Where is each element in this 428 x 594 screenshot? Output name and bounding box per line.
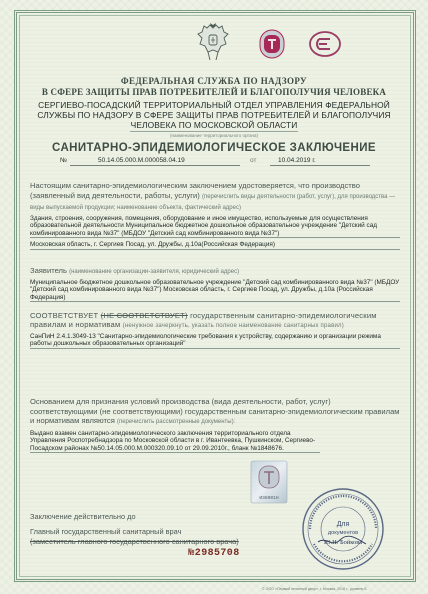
seal-text-1: Для xyxy=(336,521,350,528)
document-number-row xyxy=(60,157,370,169)
production-value: Здания, строения, сооружения, помещения, оборудование и иное имущество, используемые для осуществления образовательной деятельности Муниципальное бюджетное дошкольное образовательное учреждение "Детский сад комбинированного вида №37" (МБДОУ "Детский сад комбинированного вида №37") xyxy=(30,215,400,239)
seal-text-2: документов xyxy=(327,530,359,536)
signer-deputy-title: (заместитель главного государственного санитарного врача) xyxy=(30,537,239,546)
validity-label: Заключение действительно до xyxy=(30,512,136,521)
applicant-section xyxy=(30,266,400,302)
issue-date: 10.04.2019 г. xyxy=(278,157,316,164)
conformity-hint: (ненужное зачеркнуть, указать полное наименование санитарных правил) xyxy=(122,323,344,330)
date-label: от xyxy=(250,157,257,164)
production-lead xyxy=(30,181,400,214)
certification-mark-icon xyxy=(258,28,286,60)
nonconformity-word: (НЕ СООТВЕТСТВУЕТ) xyxy=(100,311,188,320)
hologram-code: И38001Н xyxy=(259,496,279,501)
agency-heading xyxy=(0,76,428,98)
number-label: № xyxy=(60,157,67,164)
department-name: СЕРГИЕВО-ПОСАДСКИЙ ТЕРРИТОРИАЛЬНЫЙ ОТДЕЛ УПРАВЛЕНИЯ ФЕДЕРАЛЬНОЙ СЛУЖБЫ ПО НАДЗОРУ В СФЕРЕ ЗАЩИТЫ ПРАВ ПОТРЕБИТЕЛЕЙ И БЛАГОПОЛУЧИЯ ЧЕЛОВЕКА ПО МОСКОВСКОЙ ОБЛАСТИ xyxy=(37,100,391,130)
double-headed-eagle-icon xyxy=(196,22,230,62)
grounds-lead-text: Основанием для признания условий производства (вида деятельности, работ, услуг) соответствующими (не соответствующими) государственным санитарно-эпидемиологическим правилам и нормативам являются xyxy=(30,397,400,425)
signer-title: Главный государственный санитарный врач xyxy=(30,527,182,536)
applicant-lead-text: Заявитель xyxy=(30,266,67,275)
grounds-section xyxy=(30,397,400,453)
department-caption: (наименование территориального органа) xyxy=(130,131,298,138)
production-section xyxy=(30,181,400,250)
conformity-rest: государственным санитарно-эпидемиологическим правилам и нормативам xyxy=(30,311,377,330)
conformity-section xyxy=(30,311,400,349)
production-lead-text: Настоящим санитарно-эпидемиологическим заключением удостоверяется, что производство (заявленный вид деятельности, работы, услуги) xyxy=(30,181,360,200)
applicant-hint: (наименование организации-заявителя, юридический адрес) xyxy=(69,269,240,275)
conformity-statement xyxy=(30,311,400,332)
grounds-lead xyxy=(30,397,400,428)
applicant-value: Муниципальное бюджетное дошкольное образовательное учреждение "Детский сад комбинированного вида №37" (МБДОУ "Детский сад комбинированного вида №37") Московская область, г. Сергиев Посад, ул. Дружбы, д.10а (Российская Федерация) xyxy=(30,278,400,301)
production-address: Московская область, г. Сергиев Посад, ул. Дружбы, д.10а(Российская Федерация) xyxy=(30,241,400,250)
grounds-value: Выдано взамен санитарно-эпидемиологического заключения территориального отдела Управления Роспотребнадзора по Московской области в г. Ивантеевка, Пушкинском, Сергиево-Посадском районах №50.14.05.000.М.000320.09.10 от 29.09.2010г., бланк №1848676. xyxy=(30,430,320,454)
agency-line-1: ФЕДЕРАЛЬНАЯ СЛУЖБА ПО НАДЗОРУ xyxy=(120,76,308,86)
signer-block xyxy=(30,527,280,547)
grounds-hint: (перечислить рассмотренные документы): xyxy=(116,419,236,425)
header-emblems xyxy=(0,22,428,72)
agency-line-2: В СФЕРЕ ЗАЩИТЫ ПРАВ ПОТРЕБИТЕЛЕЙ И БЛАГОПОЛУЧИЯ ЧЕЛОВЕКА xyxy=(41,87,387,97)
hologram-sticker xyxy=(250,460,288,504)
printer-imprint: © ООО «Первый печатный двор», г. Москва, 2018 г., уровень Б xyxy=(262,587,367,591)
signature-name: Ю.Н. Бойкова xyxy=(323,539,363,546)
production-hint: (перечислить виды деятельности (работ, услуг), для производства — виды выпускаемой продукции; наименование объекта, фактический адрес) xyxy=(30,193,396,211)
blank-serial-number: №2985708 xyxy=(188,548,240,559)
applicant-lead xyxy=(30,266,400,278)
date-underline xyxy=(270,165,370,166)
conformity-mark-icon xyxy=(308,30,342,58)
round-seal xyxy=(300,486,386,572)
number-underline xyxy=(70,165,240,166)
sanitary-rules: СанПиН 2.4.1.3049-13 "Санитарно-эпидемиологические требования к устройству, содержанию и организации режима работы дошкольных образовательных организаций" xyxy=(30,333,400,349)
conformity-word: СООТВЕТСТВУЕТ xyxy=(30,311,99,320)
document-number: 50.14.05.000.М.000058.04.19 xyxy=(98,157,185,164)
document-title: САНИТАРНО-ЭПИДЕМИОЛОГИЧЕСКОЕ ЗАКЛЮЧЕНИЕ xyxy=(52,142,376,154)
